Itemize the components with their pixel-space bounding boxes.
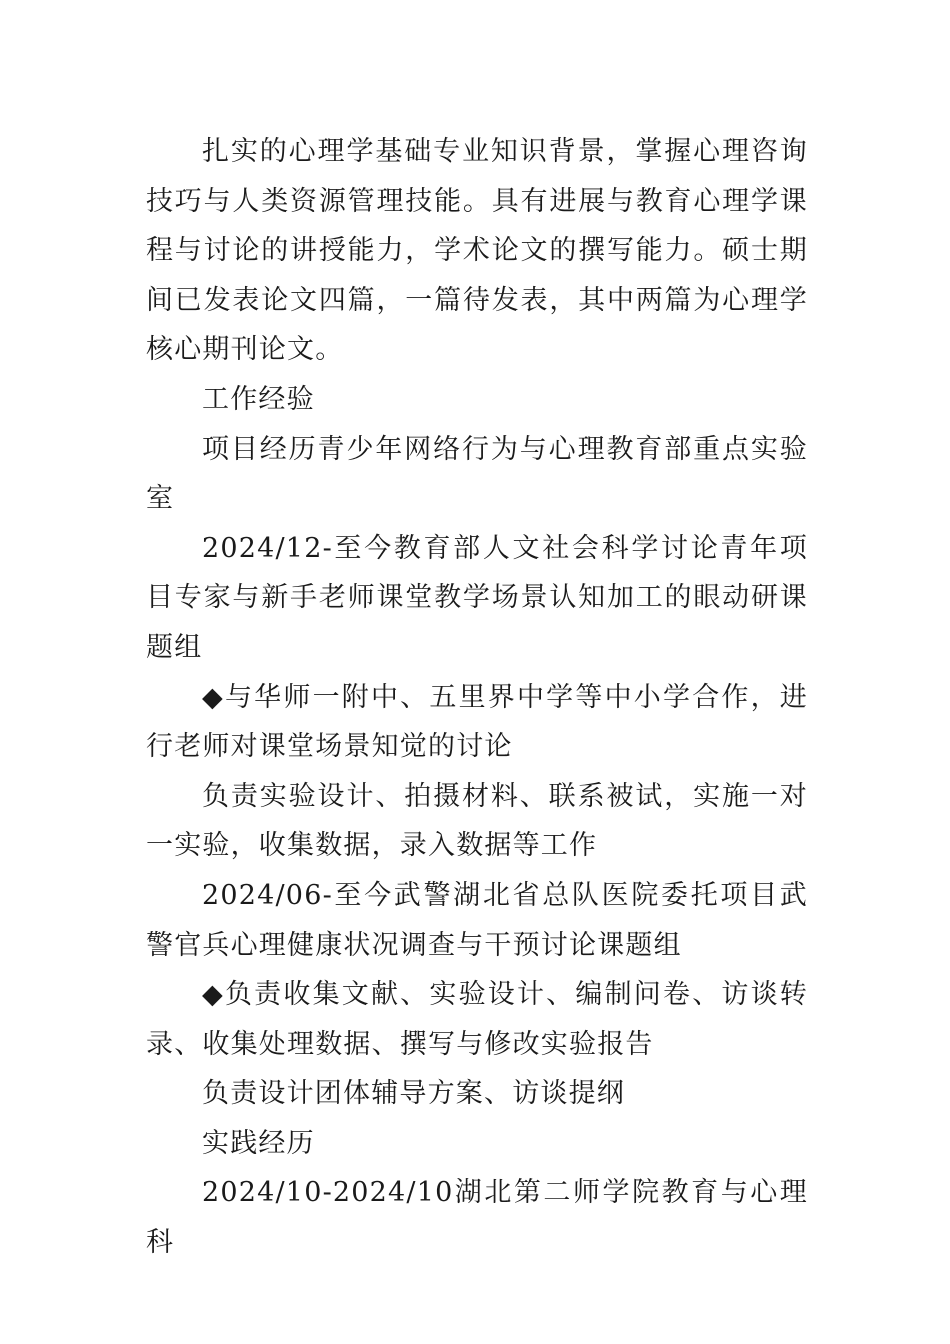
paragraph-project-armed-police: 2024/06-至今武警湖北省总队医院委托项目武警官兵心理健康状况调查与干预讨论课题组: [146, 879, 808, 961]
paragraph-project-eye-tracking: 2024/12-至今教育部人文社会科学讨论青年项目专家与新手老师课堂教学场景认知加工的眼动研课题组: [146, 532, 808, 663]
paragraph-group-counseling: 负责设计团体辅导方案、访谈提纲: [202, 1078, 625, 1110]
paragraph-project-lab: 项目经历青少年网络行为与心理教育部重点实验室: [146, 433, 808, 515]
paragraph-bullet-school-cooperation: ◆与华师一附中、五里界中学等中小学合作，进行老师对课堂场景知觉的讨论: [146, 681, 808, 763]
paragraph-profile-summary: 扎实的心理学基础专业知识背景，掌握心理咨询技巧与人类资源管理技能。具有进展与教育心理学课程与讨论的讲授能力，学术论文的撰写能力。硕士期间已发表论文四篇，一篇待发表，其中两篇为心理学核心期刊论文。: [146, 136, 808, 366]
heading-work-experience: 工作经验: [202, 383, 315, 415]
paragraph-experiment-duties: 负责实验设计、拍摄材料、联系被试，实施一对一实验，收集数据，录入数据等工作: [146, 780, 808, 862]
heading-practice-experience: 实践经历: [202, 1127, 315, 1159]
document-body: [146, 127, 808, 1268]
paragraph-practice-hubei: 2024/10-2024/10湖北第二师学院教育与心理科: [146, 1177, 808, 1259]
paragraph-bullet-literature-duties: ◆负责收集文献、实验设计、编制问卷、访谈转录、收集处理数据、撰写与修改实验报告: [146, 979, 808, 1060]
